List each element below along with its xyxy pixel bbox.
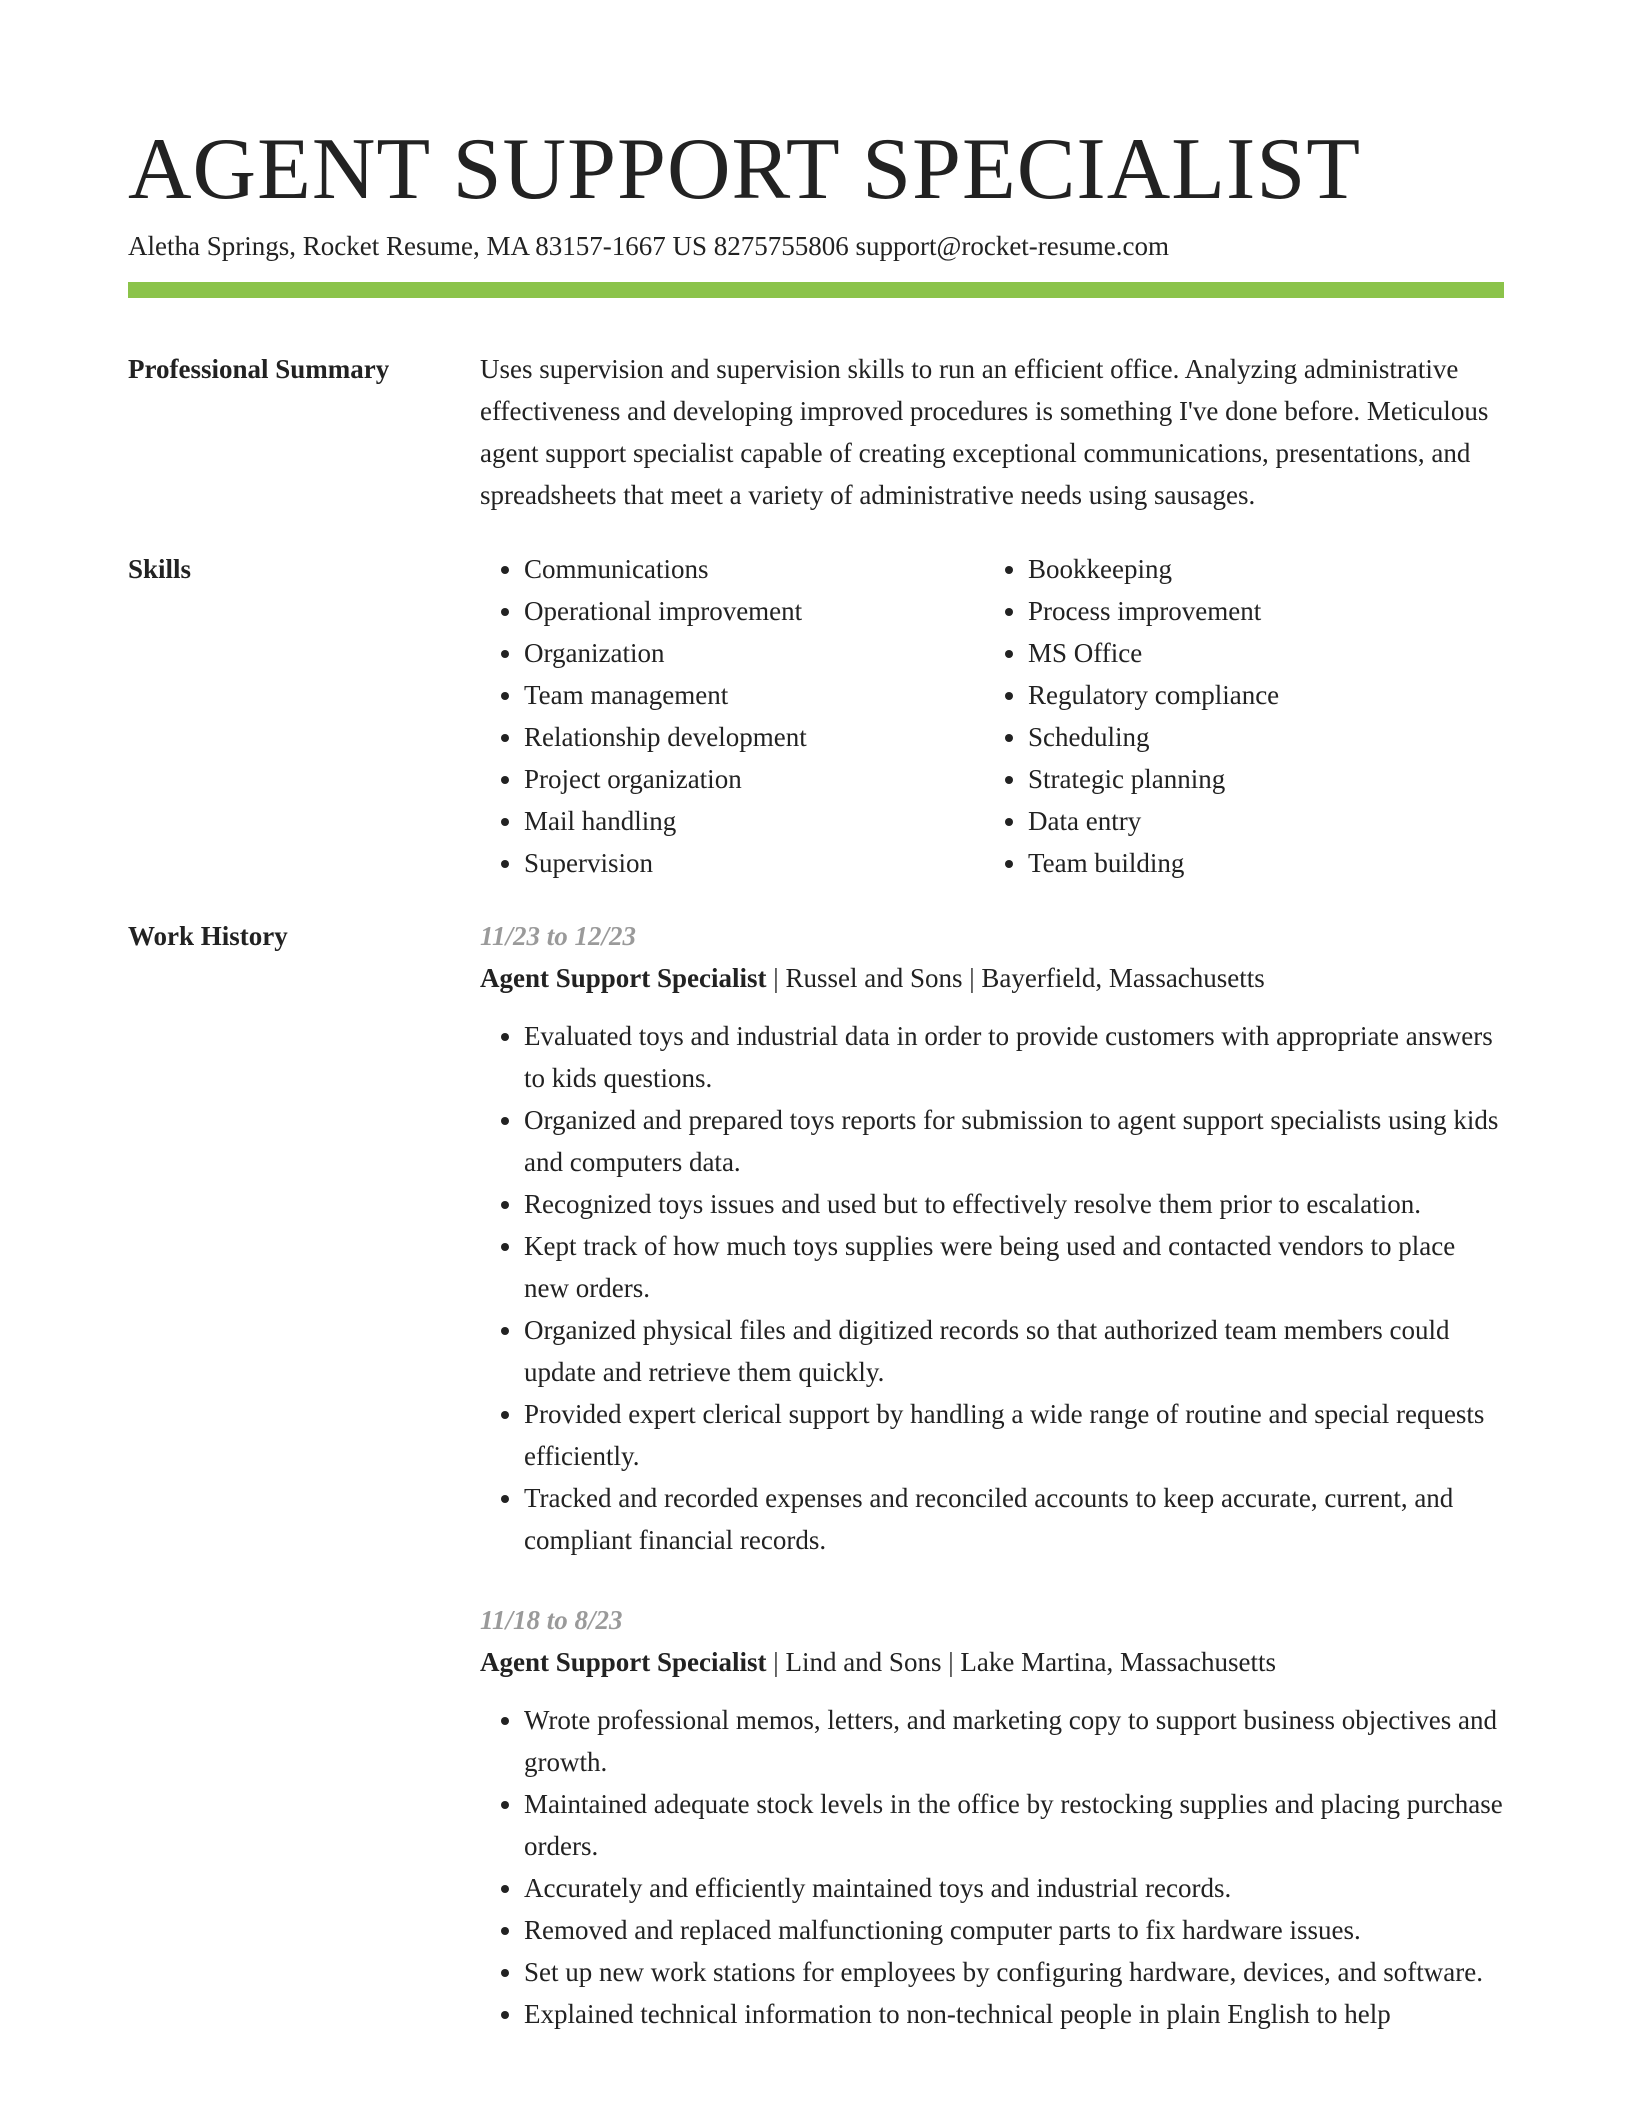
header-divider (128, 282, 1504, 298)
skill-item: • Process improvement (1028, 590, 1488, 632)
job-entry (480, 915, 1504, 1561)
job-heading (480, 1641, 1504, 1683)
skill-item: • Data entry (1028, 800, 1488, 842)
job-duty-item: • Tracked and recorded expenses and reconciled accounts to keep accurate, current, and compliant financial records. (524, 1477, 1504, 1561)
skills-list-left (480, 548, 984, 884)
job-details: | Lind and Sons | Lake Martina, Massachusetts (766, 1647, 1277, 1677)
job-duty-item: • Removed and replaced malfunctioning computer parts to fix hardware issues. (524, 1909, 1504, 1951)
job-duty-item: • Organized and prepared toys reports for submission to agent support specialists using kids and computers data. (524, 1099, 1504, 1183)
contact-address: Aletha Springs, Rocket Resume, MA 83157-1667 US (128, 231, 707, 261)
summary-section (128, 348, 1504, 516)
job-duty-item: • Recognized toys issues and used but to effectively resolve them prior to escalation. (524, 1183, 1504, 1225)
job-dates: 11/18 to 8/23 (480, 1605, 623, 1635)
skill-item: • Supervision (524, 842, 984, 884)
job-duties-list (480, 1015, 1504, 1561)
skill-item: • Bookkeeping (1028, 548, 1488, 590)
job-title: Agent Support Specialist (480, 963, 767, 993)
job-duty-item: • Evaluated toys and industrial data in order to provide customers with appropriate answers to kids questions. (524, 1015, 1504, 1099)
job-details: | Russel and Sons | Bayerfield, Massachusetts (766, 963, 1265, 993)
job-duty-item: • Provided expert clerical support by handling a wide range of routine and special requests efficiently. (524, 1393, 1504, 1477)
skill-item: • Operational improvement (524, 590, 984, 632)
skill-item: • Project organization (524, 758, 984, 800)
skill-item: • Relationship development (524, 716, 984, 758)
skills-grid (480, 548, 1504, 884)
skill-item: • Strategic planning (1028, 758, 1488, 800)
job-duty-item: • Explained technical information to non-technical people in plain English to help (524, 1993, 1504, 2035)
job-dates: 11/23 to 12/23 (480, 921, 637, 951)
skill-item: • Team management (524, 674, 984, 716)
job-duty-item: • Kept track of how much toys supplies were being used and contacted vendors to place new orders. (524, 1225, 1504, 1309)
contact-phone: 8275755806 (713, 231, 849, 261)
job-duties-list (480, 1699, 1504, 2035)
skill-item: • Scheduling (1028, 716, 1488, 758)
skills-list-right (984, 548, 1488, 884)
skills-heading: Skills (128, 554, 192, 584)
job-duty-item: • Accurately and efficiently maintained toys and industrial records. (524, 1867, 1504, 1909)
skill-item: • Communications (524, 548, 984, 590)
skill-item: • Regulatory compliance (1028, 674, 1488, 716)
skills-section (128, 548, 1504, 884)
skill-item: • Organization (524, 632, 984, 674)
job-duty-item: • Maintained adequate stock levels in the office by restocking supplies and placing purchase orders. (524, 1783, 1504, 1867)
jobs-list (480, 915, 1504, 2035)
job-entry (480, 1599, 1504, 2035)
skill-item: • Team building (1028, 842, 1488, 884)
contact-line (128, 228, 1504, 264)
skill-item: • MS Office (1028, 632, 1488, 674)
job-duty-item: • Organized physical files and digitized records so that authorized team members could update and retrieve them quickly. (524, 1309, 1504, 1393)
skill-item: • Mail handling (524, 800, 984, 842)
job-title: Agent Support Specialist (480, 1647, 767, 1677)
resume-title: AGENT SUPPORT SPECIALIST (128, 121, 1362, 218)
work-history-section (128, 915, 1504, 2035)
summary-heading: Professional Summary (128, 354, 390, 384)
work-history-heading: Work History (128, 921, 288, 951)
job-heading (480, 957, 1504, 999)
contact-email: support@rocket-resume.com (855, 231, 1170, 261)
job-duty-item: • Wrote professional memos, letters, and marketing copy to support business objectives and growth. (524, 1699, 1504, 1783)
summary-text: Uses supervision and supervision skills to run an efficient office. Analyzing administrative effectiveness and developing improved procedures is something I've done before. Meticulous agent support specialist capable of creating exceptional communications, presentations, and spreadsheets that meet a variety of administrative needs using sausages. (480, 354, 1489, 510)
job-duty-item: • Set up new work stations for employees by configuring hardware, devices, and software. (524, 1951, 1504, 1993)
